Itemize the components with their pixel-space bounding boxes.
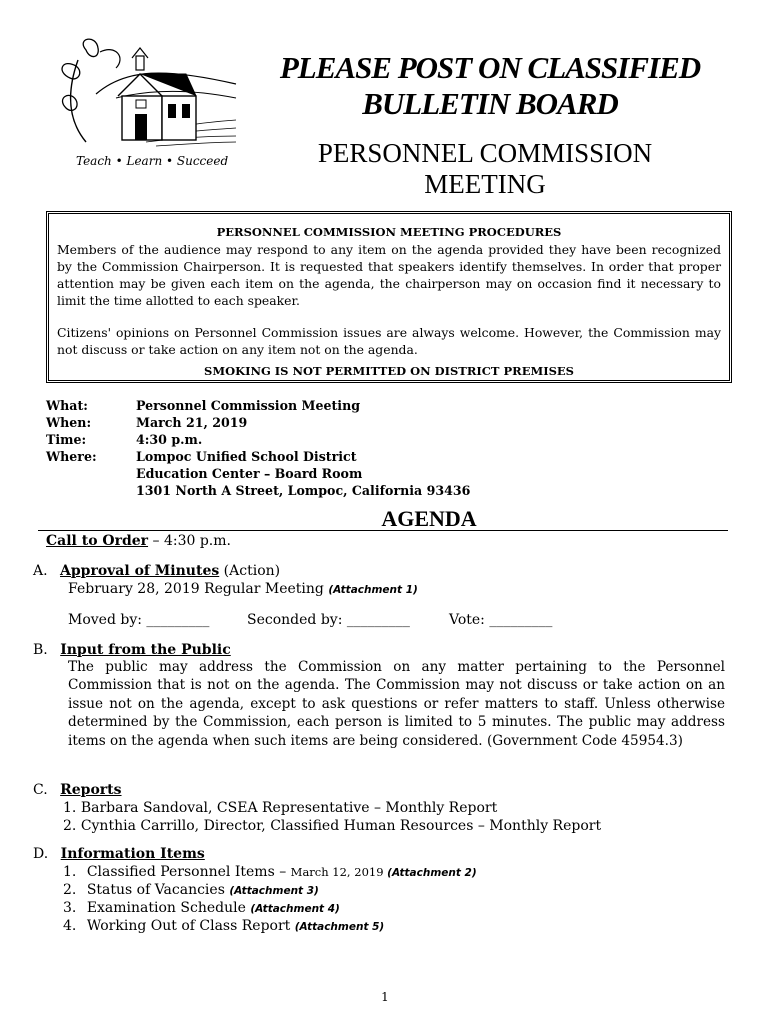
where-line-1: Lompoc Unified School District (136, 449, 357, 464)
info-1-text: Classified Personnel Items – (86, 864, 291, 880)
procedures-box (46, 211, 732, 383)
time-value: 4:30 p.m. (136, 432, 203, 447)
section-c-title: Reports (60, 782, 122, 798)
section-d-letter: D. (33, 846, 49, 862)
call-to-order-label: Call to Order (46, 533, 149, 549)
where-line-3: 1301 North A Street, Lompoc, California 93436 (136, 483, 471, 498)
info-4-text: Working Out of Class Report (86, 918, 295, 934)
list-item (63, 881, 319, 900)
section-d-title: Information Items (60, 846, 205, 862)
info-4-num: 4. (63, 918, 77, 934)
what-value: Personnel Commission Meeting (136, 398, 361, 413)
smoking-notice: SMOKING IS NOT PERMITTED ON DISTRICT PREMISES (204, 364, 574, 378)
what-label: What: (46, 398, 88, 413)
list-item (63, 863, 477, 882)
logo-motto: Teach • Learn • Succeed (76, 154, 229, 168)
moved-by: Moved by: _________ (68, 612, 210, 628)
time-label: Time: (46, 432, 87, 447)
post-notice-line2: BULLETIN BOARD (362, 86, 618, 121)
report-1-text: Barbara Sandoval, CSEA Representative – Monthly Report (80, 800, 498, 816)
public-input-text: The public may address the Commission on any matter pertaining to the Personnel Commission that is not on the agenda. The Commission may not discuss or take action on an issue not on the agenda, except to ask questions or refer matters to staff. Unless otherwise determined by the Commission, each person is limited to 5 minutes. The public may address items on the agenda when such items are being considered. (Government Code 45954.3) (68, 659, 725, 749)
district-logo (56, 38, 238, 174)
where-label: Where: (46, 449, 97, 464)
report-2-text: Cynthia Carrillo, Director, Classified Human Resources – Monthly Report (80, 818, 602, 834)
section-a-title: Approval of Minutes (60, 563, 220, 579)
info-3-num: 3. (63, 900, 77, 916)
list-item (63, 817, 601, 835)
list-item (63, 917, 384, 936)
section-b-heading (33, 641, 231, 659)
seconded-by: Seconded by: _________ (247, 612, 410, 628)
section-a-letter: A. (33, 563, 48, 579)
post-notice-line1: PLEASE POST ON CLASSIFIED (279, 50, 701, 85)
section-c-letter: C. (33, 782, 48, 798)
call-to-order-time: – 4:30 p.m. (148, 533, 231, 549)
meeting-title-line2: MEETING (424, 169, 546, 199)
report-1-num: 1. (63, 800, 77, 816)
section-c-heading (33, 781, 122, 799)
call-to-order (46, 532, 231, 550)
report-2-num: 2. (63, 818, 77, 834)
attachment-3: (Attachment 3) (229, 885, 319, 897)
where-line-2: Education Center – Board Room (136, 466, 363, 481)
procedures-heading: PERSONNEL COMMISSION MEETING PROCEDURES (216, 225, 562, 239)
section-d-heading (33, 845, 205, 863)
school-house-logo (56, 38, 238, 158)
when-value: March 21, 2019 (136, 415, 248, 430)
info-2-text: Status of Vacancies (86, 882, 230, 898)
attachment-2: (Attachment 2) (387, 867, 477, 879)
attachment-5: (Attachment 5) (294, 921, 385, 933)
section-a-item (68, 580, 418, 599)
section-a-heading (33, 562, 280, 580)
attachment-4: (Attachment 4) (250, 903, 340, 915)
section-b-letter: B. (33, 642, 48, 658)
section-a-note: (Action) (219, 563, 281, 579)
procedures-paragraph-2: Citizens' opinions on Personnel Commission issues are always welcome. However, the Commission may not discuss or take action on any item not on the agenda. (57, 325, 721, 357)
list-item (63, 799, 497, 817)
page-number: 1 (381, 990, 389, 1004)
list-item (63, 899, 340, 918)
when-label: When: (46, 415, 92, 430)
attachment-1: (Attachment 1) (328, 584, 418, 596)
section-b-title: Input from the Public (60, 642, 231, 658)
vote: Vote: _________ (449, 612, 553, 628)
meeting-title-line1: PERSONNEL COMMISSION (317, 138, 653, 168)
info-1-num: 1. (63, 864, 77, 880)
meeting-info (46, 397, 470, 499)
procedures-paragraph-1: Members of the audience may respond to any item on the agenda provided they have been recognized by the Commission Chairperson. It is requested that speakers identify themselves. In order that proper attention may be given each item on the agenda, the chairperson may on occasion find it necessary to limit the time allotted to each speaker. (57, 242, 721, 308)
section-a-item-text: February 28, 2019 Regular Meeting (68, 581, 329, 597)
info-3-text: Examination Schedule (86, 900, 251, 916)
agenda-title: AGENDA (381, 506, 477, 531)
info-2-num: 2. (63, 882, 77, 898)
info-1-date: March 12, 2019 (290, 865, 388, 879)
agenda-divider (38, 530, 728, 531)
